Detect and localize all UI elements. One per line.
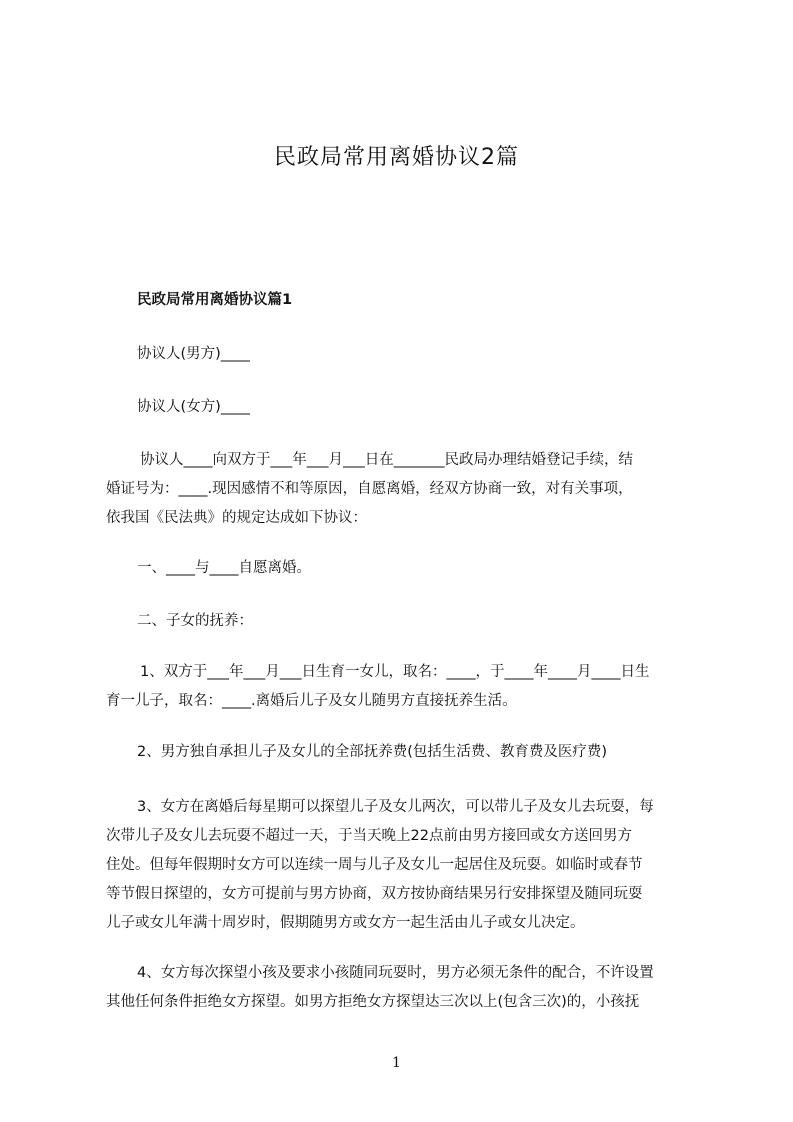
- paragraph-line: 儿子或女儿年满十周岁时，假期随男方或女方一起生活由儿子或女儿决定。: [106, 915, 585, 931]
- section-heading: 民政局常用离婚协议篇1: [137, 292, 293, 308]
- paragraph-line: 协议人____向双方于___年___月___日在_______民政局办理结婚登记手续，结: [140, 452, 633, 468]
- party-male-line: 协议人(男方)____: [137, 346, 250, 362]
- clause-two-heading: 二、子女的抚养：: [137, 613, 253, 629]
- paragraph-line: 住处。但每年假期时女方可以连续一周与儿子及女儿一起居住及玩耍。如临时或春节: [106, 857, 643, 873]
- document-title: 民政局常用离婚协议2篇: [274, 145, 519, 170]
- party-female-line: 协议人(女方)____: [137, 399, 250, 415]
- paragraph-line: 等节假日探望的，女方可提前与男方协商，双方按协商结果另行安排探望及随同玩耍: [106, 886, 643, 902]
- paragraph-line: 1、双方于___年___月___日生育一女儿，取名：____，于____年____月____日生: [140, 664, 650, 680]
- paragraph-line: 4、女方每次探望小孩及要求小孩随同玩耍时，男方必须无条件的配合，不许设置: [137, 965, 654, 981]
- paragraph-line: 2、男方独自承担儿子及女儿的全部抚养费(包括生活费、教育费及医疗费): [137, 744, 608, 760]
- clause-one: 一、____与____自愿离婚。: [137, 560, 311, 576]
- paragraph-line: 3、女方在离婚后每星期可以探望儿子及女儿两次，可以带儿子及女儿去玩耍，每: [137, 799, 654, 815]
- paragraph-line: 依我国《民法典》的规定达成如下协议：: [106, 510, 367, 526]
- paragraph-line: 育一儿子，取名：____.离婚后儿子及女儿随男方直接抚养生活。: [106, 693, 517, 709]
- paragraph-line: 其他任何条件拒绝女方探望。如男方拒绝女方探望达三次以上(包含三次)的，小孩抚: [106, 994, 640, 1010]
- paragraph-line: 婚证号为：____.现因感情不和等原因，自愿离婚，经双方协商一致，对有关事项，: [106, 481, 633, 497]
- paragraph-line: 次带儿子及女儿去玩耍不超过一天，于当天晚上22点前由男方接回或女方送回男方: [106, 828, 632, 844]
- page-number: 1: [392, 1055, 401, 1071]
